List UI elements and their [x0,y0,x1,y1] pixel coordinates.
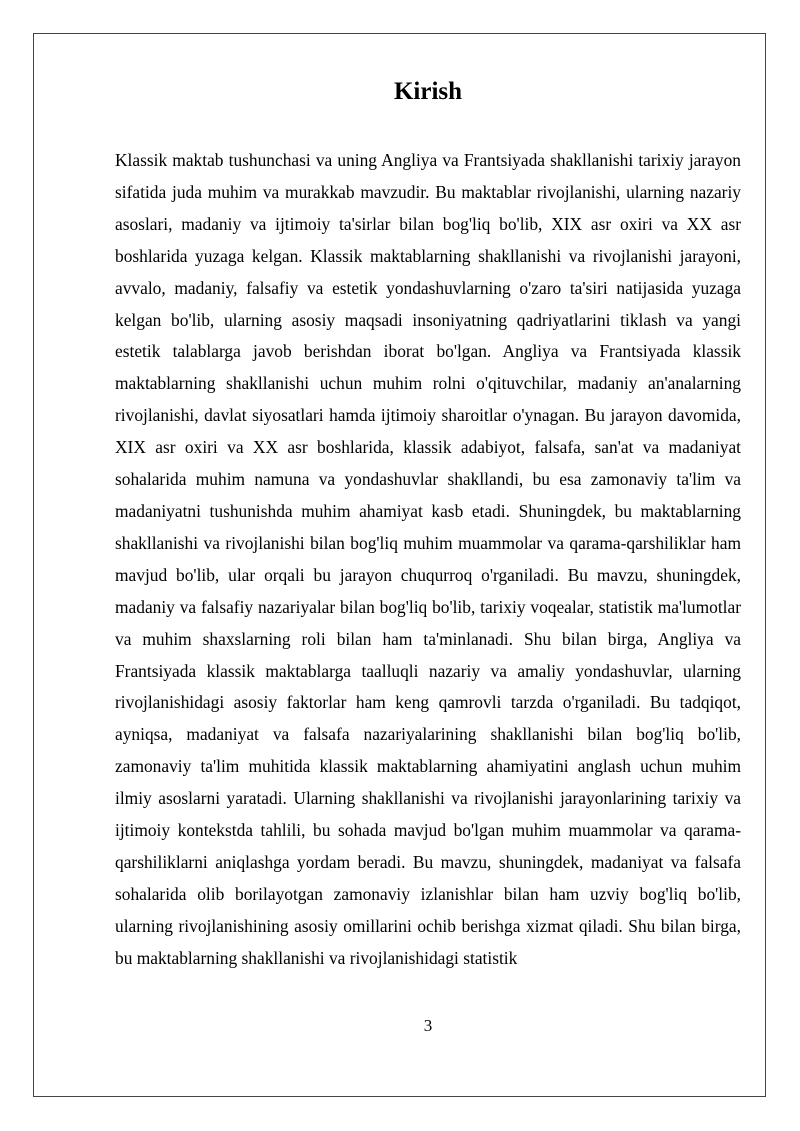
page-title: Kirish [393,78,463,105]
body-paragraph: Klassik maktab tushunchasi va uning Angliya va Frantsiyada shakllanishi tarixiy jarayon sifatida juda muhim va murakkab mavzudir. Bu maktablar rivojlanishi, ularning nazariy asoslari, madaniy va ijtimoiy ta'sirlar bilan bog'liq bo'lib, XIX asr oxiri va XX asr boshlarida yuzaga kelgan. Klassik maktablarning shakllanishi va rivojlanishi jarayoni, avvalo, madaniy, falsafiy va estetik yondashuvlarning o'zaro ta'siri natijasida yuzaga kelgan bo'lib, ularning asosiy maqsadi insoniyatning qadriyatlarini tiklash va yangi estetik talablarga javob berishdan iborat bo'lgan. Angliya va Frantsiyada klassik maktablarning shakllanishi uchun muhim rolni o'qituvchilar, madaniy an'analarning rivojlanishi, davlat siyosatlari hamda ijtimoiy sharoitlar o'ynagan. Bu jarayon davomida, XIX asr oxiri va XX asr boshlarida, klassik adabiyot, falsafa, san'at va madaniyat sohalarida muhim namuna va yondashuvlar shakllandi, bu esa zamonaviy ta'lim va madaniyatni tushunishda muhim ahamiyat kasb etadi. Shuningdek, bu maktablarning shakllanishi va rivojlanishi bilan bog'liq muhim muammolar va qarama-qarshiliklar ham mavjud bo'lib, ular orqali bu jarayon chuqurroq o'rganiladi. Bu mavzu, shuningdek, madaniy va falsafiy nazariyalar bilan bog'liq bo'lib, tarixiy voqealar, statistik ma'lumotlar va muhim shaxslarning roli bilan ham ta'minlanadi. Shu bilan birga, Angliya va Frantsiyada klassik maktablarga taalluqli nazariy va amaliy yondashuvlar, ularning rivojlanishidagi asosiy faktorlar ham keng qamrovli tarzda o'rganiladi. Bu tadqiqot, ayniqsa, madaniyat va falsafa nazariyalarining shakllanishi bilan bog'liq bo'lib, zamonaviy ta'lim muhitida klassik maktablarning ahamiyatini anglash uchun muhim ilmiy asoslarni yaratadi. Ularning shakllanishi va rivojlanishi jarayonlarining tarixiy va ijtimoiy kontekstda tahlili, bu sohada mavjud bo'lgan muhim muammolar va qarama-qarshiliklarni aniqlashga yordam beradi. Bu mavzu, shuningdek, madaniyat va falsafa sohalarida olib borilayotgan zamonaviy izlanishlar bilan ham uzviy bog'liq bo'lib, ularning rivojlanishining asosiy omillarini ochib berishga xizmat qiladi. Shu bilan birga, bu maktablarning shakllanishi va rivojlanishidagi statistik [115,150,741,968]
page-number: 3 [423,1016,433,1035]
